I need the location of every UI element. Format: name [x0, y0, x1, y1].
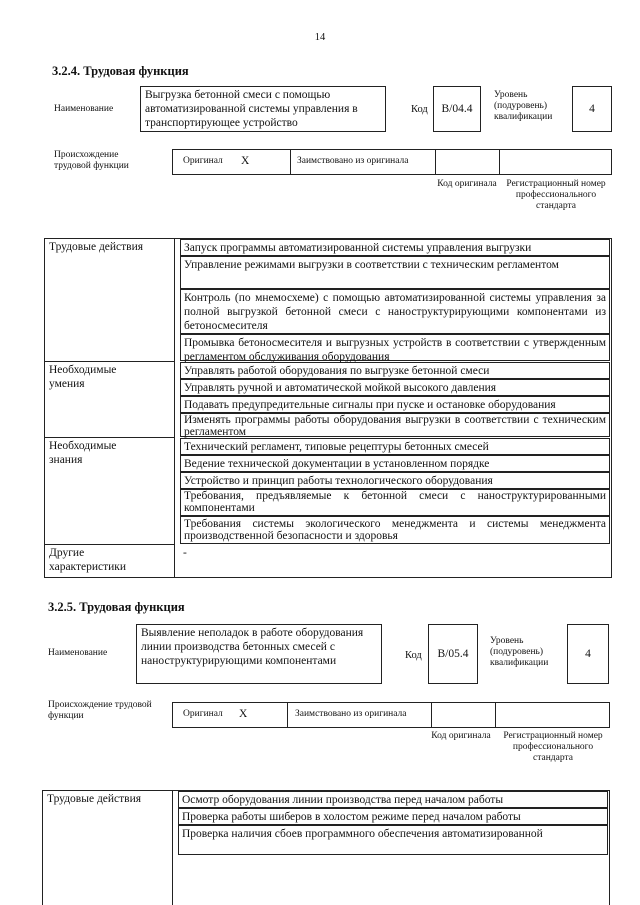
section-heading: 3.2.4. Трудовая функция [52, 64, 189, 78]
original-label: Оригинал [183, 709, 223, 719]
function-name-box [140, 86, 386, 132]
table-row: Устройство и принцип работы технологического оборудования [180, 472, 610, 489]
level-value: 4 [589, 103, 595, 115]
original-mark: X [239, 708, 248, 720]
level-box [567, 624, 609, 684]
table-row: Ведение технической документации в установленном порядке [180, 455, 610, 472]
divider [435, 150, 436, 174]
group-label-actions: Трудовые действия [49, 241, 144, 253]
table-row: Управлять ручной и автоматической мойкой высокого давления [180, 379, 610, 396]
table-row: Требования системы экологического менеджмента и системы менеджмента производственной безопасности и здоровья [180, 516, 610, 544]
level-value: 4 [585, 648, 591, 660]
table-border [42, 790, 43, 905]
table-row: Управлять работой оборудования по выгрузке бетонной смеси [180, 362, 610, 379]
function-name: Выявление неполадок в работе оборудования линии производства бетонных смесей с наноструктурирующими компонентами [141, 627, 364, 668]
table-row: Осмотр оборудования линии производства перед началом работы [178, 791, 608, 808]
borrowed-label: Заимствовано из оригинала [297, 156, 409, 166]
section-heading: 3.2.5. Трудовая функция [48, 600, 185, 614]
code-original-label: Код оригинала [431, 731, 491, 741]
table-row: Управление режимами выгрузки в соответствии с техническим регламентом [180, 256, 610, 289]
group-label-other: Другие характеристики [49, 547, 127, 574]
code-box [433, 86, 481, 132]
table-row: Проверка работы шиберов в холостом режиме перед началом работы [178, 808, 608, 825]
code-original-label: Код оригинала [437, 179, 497, 189]
divider [499, 150, 500, 174]
origin-row [172, 702, 610, 728]
code-value: B/04.4 [441, 103, 473, 115]
reg-number-label: Регистрационный номер профессионального стандарта [506, 179, 606, 211]
column-divider [174, 238, 175, 578]
group-label-knowledge: Необходимые знания [49, 440, 117, 467]
original-mark: X [241, 155, 250, 167]
level-label: Уровень (подуровень) квалификации [494, 90, 553, 122]
group-label-skills: Необходимые умения [49, 364, 117, 391]
function-name-box [136, 624, 382, 684]
table-row: Промывка бетоносмесителя и выгрузных устройств в соответствии с утвержденным регламентом обслуживания оборудования [180, 334, 610, 361]
function-name: Выгрузка бетонной смеси с помощью автоматизированной системы управления в транспортирующее устройство [145, 89, 358, 130]
code-label: Код [411, 104, 428, 115]
page-number: 14 [314, 32, 326, 43]
level-box [572, 86, 612, 132]
name-label: Наименование [54, 104, 114, 114]
name-label: Наименование [48, 648, 108, 658]
reg-number-label: Регистрационный номер профессионального стандарта [503, 731, 603, 763]
divider [287, 703, 288, 727]
function-table [42, 790, 610, 905]
origin-label: Происхождение трудовой функции [48, 700, 152, 721]
borrowed-label: Заимствовано из оригинала [295, 709, 407, 719]
table-row: Подавать предупредительные сигналы при пуске и остановке оборудования [180, 396, 610, 413]
table-row: Проверка наличия сбоев программного обеспечения автоматизированной [178, 825, 608, 855]
table-row: Технический регламент, типовые рецептуры бетонных смесей [180, 438, 610, 455]
table-border [609, 790, 610, 905]
code-value: B/05.4 [437, 648, 469, 660]
table-row: - [183, 547, 187, 559]
divider [431, 703, 432, 727]
function-table [44, 238, 612, 578]
code-box [428, 624, 478, 684]
group-label-actions: Трудовые действия [47, 793, 142, 805]
divider [495, 703, 496, 727]
origin-row [172, 149, 612, 175]
code-label: Код [405, 650, 422, 661]
divider [290, 150, 291, 174]
origin-label: Происхождение трудовой функции [54, 150, 129, 171]
original-label: Оригинал [183, 156, 223, 166]
table-row: Требования, предъявляемые к бетонной смеси с наноструктурированными компонентами [180, 489, 610, 516]
level-label: Уровень (подуровень) квалификации [490, 636, 549, 668]
table-row: Запуск программы автоматизированной системы управления выгрузки [180, 239, 610, 256]
table-row: Контроль (по мнемосхеме) с помощью автоматизированной системы управления за полной выгрузкой бетонной смеси с наноструктурирующими компонентами из бетоносмесителя [180, 289, 610, 334]
column-divider [172, 790, 173, 905]
table-row: Изменять программы работы оборудования выгрузки в соответствии с техническим регламентом [180, 413, 610, 437]
